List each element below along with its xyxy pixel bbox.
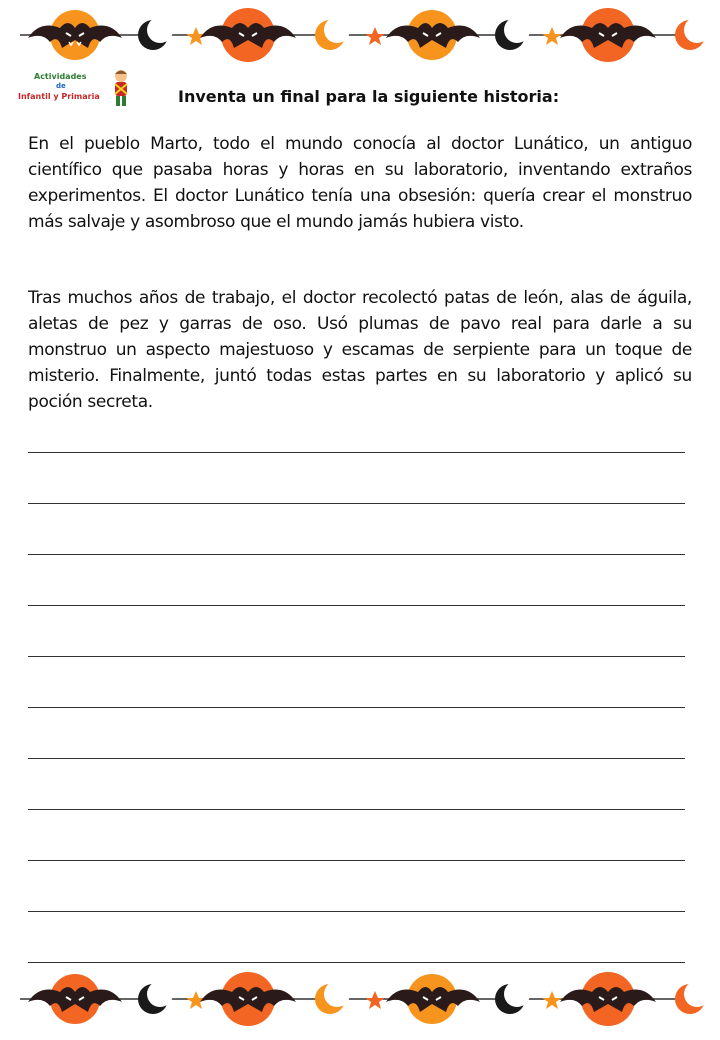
writing-line[interactable] [28, 452, 685, 453]
writing-line[interactable] [28, 860, 685, 861]
bat-pumpkin-icon [386, 974, 480, 1024]
bat-pumpkin-icon [28, 10, 122, 60]
page-title: Inventa un final para la siguiente historia: [178, 87, 560, 106]
moon-icon [315, 17, 350, 50]
logo-text-line3: Infantil y Primaria [18, 92, 100, 101]
logo-text-line1: Actividades [34, 72, 87, 81]
logo-text-line2: de [56, 82, 66, 90]
halloween-border-bottom [0, 970, 720, 1028]
bat-pumpkin-icon [200, 972, 296, 1026]
moon-icon [315, 981, 350, 1014]
story-paragraph-2: Tras muchos años de trabajo, el doctor recolectó patas de león, alas de águila, aletas de pez y garras de oso. Usó plumas de pavo real para darle a su monstruo un aspecto majestuoso y escamas de serpiente para un toque de misterio. Finalmente, juntó todas estas partes en su laboratorio y aplicó su poción secreta. [28, 288, 692, 412]
star-icon [365, 991, 385, 1009]
moon-icon [495, 17, 530, 50]
star-icon [365, 27, 385, 45]
writing-line[interactable] [28, 707, 685, 708]
story-paragraph-1: En el pueblo Marto, todo el mundo conocía al doctor Lunático, un antiguo científico que pasaba horas y horas en su laboratorio, inventando extraños experimentos. El doctor Lunático tenía una obsesión: quería crear el monstruo más salvaje y asombroso que el mundo jamás hubiera visto. [28, 134, 692, 232]
bat-pumpkin-icon [200, 8, 296, 62]
bat-pumpkin-icon [560, 8, 656, 62]
star-icon [542, 27, 562, 45]
halloween-border-top [0, 6, 720, 64]
moon-icon [495, 981, 530, 1014]
moon-icon [138, 17, 173, 50]
bat-pumpkin-icon [28, 974, 122, 1024]
writing-line[interactable] [28, 962, 685, 963]
writing-line[interactable] [28, 809, 685, 810]
writing-line[interactable] [28, 911, 685, 912]
star-icon [542, 991, 562, 1009]
activities-logo [16, 68, 140, 110]
child-mascot-icon [108, 68, 134, 108]
writing-line[interactable] [28, 605, 685, 606]
writing-line[interactable] [28, 554, 685, 555]
writing-line[interactable] [28, 656, 685, 657]
moon-icon [675, 17, 710, 50]
writing-line[interactable] [28, 503, 685, 504]
moon-icon [138, 981, 173, 1014]
writing-line[interactable] [28, 758, 685, 759]
bat-pumpkin-icon [386, 10, 480, 60]
moon-icon [675, 981, 710, 1014]
bat-pumpkin-icon [560, 972, 656, 1026]
